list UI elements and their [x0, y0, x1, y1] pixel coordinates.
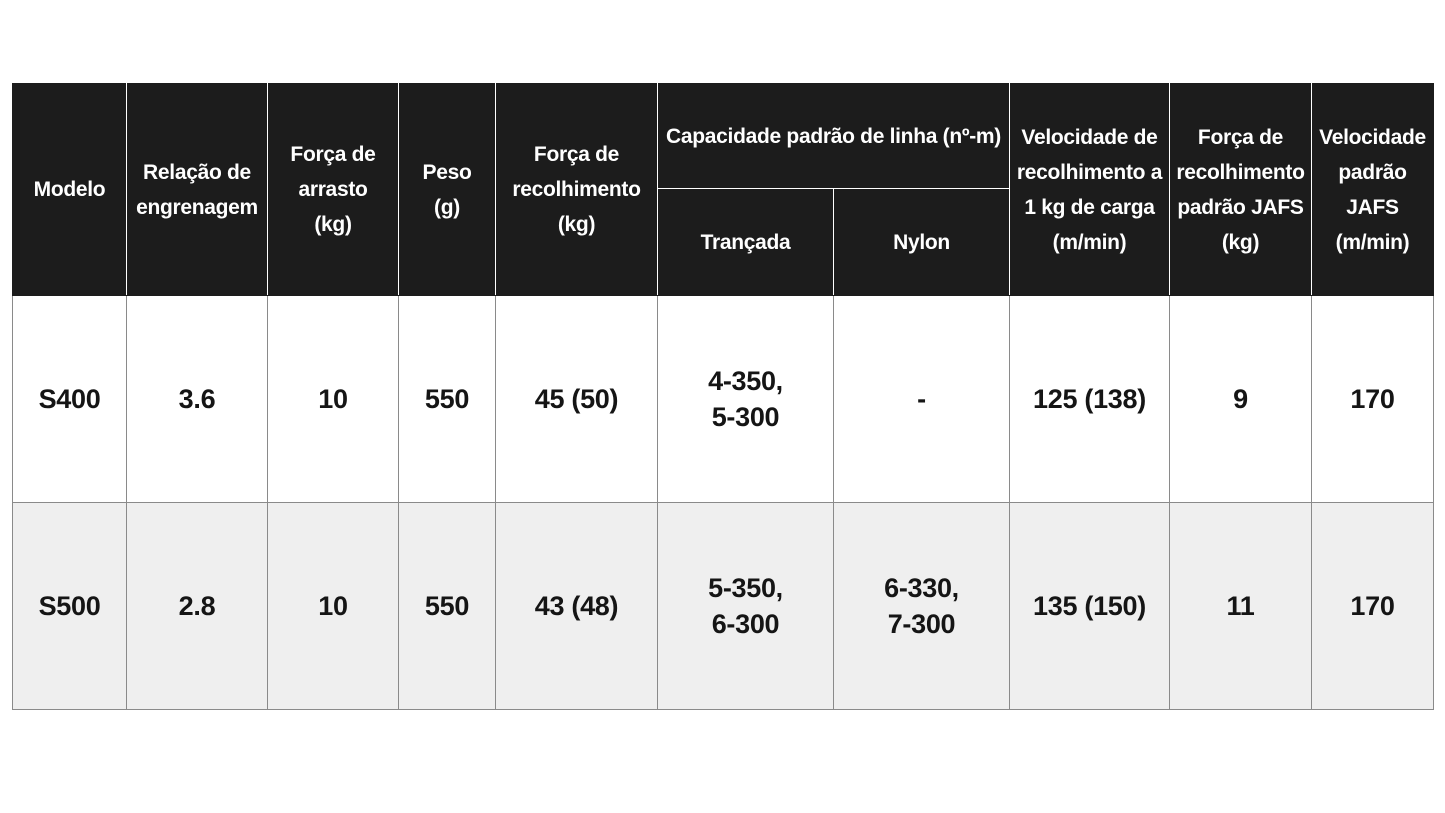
table-row	[13, 503, 1434, 710]
cell-line-braided: 5-350, 6-300	[658, 503, 834, 710]
cell-drag-force: 10	[268, 503, 399, 710]
cell-line-nylon: 6-330, 7-300	[834, 503, 1010, 710]
table-body	[13, 296, 1434, 710]
header-retrieve-speed: Velocidade de recolhimento a 1 kg de carga (m/min)	[1010, 84, 1170, 296]
spec-table	[12, 83, 1434, 710]
header-weight: Peso (g)	[399, 84, 496, 296]
header-drag-force: Força de arrasto (kg)	[268, 84, 399, 296]
header-gear-ratio: Relação de engrenagem	[127, 84, 268, 296]
header-line-capacity: Capacidade padrão de linha (nº-m)	[658, 84, 1010, 189]
cell-retrieve-force: 45 (50)	[496, 296, 658, 503]
cell-line-braided: 4-350, 5-300	[658, 296, 834, 503]
cell-weight: 550	[399, 296, 496, 503]
header-retrieve-force: Força de recolhimento (kg)	[496, 84, 658, 296]
cell-retrieve-speed: 135 (150)	[1010, 503, 1170, 710]
cell-jafs-speed: 170	[1312, 503, 1434, 710]
cell-weight: 550	[399, 503, 496, 710]
cell-line-nylon: -	[834, 296, 1010, 503]
header-row-main	[13, 84, 1434, 189]
table-header	[13, 84, 1434, 296]
header-line-braided: Trançada	[658, 189, 834, 296]
table-row	[13, 296, 1434, 503]
cell-model: S500	[13, 503, 127, 710]
cell-jafs-force: 9	[1170, 296, 1312, 503]
cell-model: S400	[13, 296, 127, 503]
cell-jafs-speed: 170	[1312, 296, 1434, 503]
header-model: Modelo	[13, 84, 127, 296]
cell-gear-ratio: 3.6	[127, 296, 268, 503]
header-jafs-force: Força de recolhimento padrão JAFS (kg)	[1170, 84, 1312, 296]
cell-gear-ratio: 2.8	[127, 503, 268, 710]
cell-retrieve-speed: 125 (138)	[1010, 296, 1170, 503]
header-jafs-speed: Velocidade padrão JAFS (m/min)	[1312, 84, 1434, 296]
header-line-nylon: Nylon	[834, 189, 1010, 296]
cell-retrieve-force: 43 (48)	[496, 503, 658, 710]
cell-jafs-force: 11	[1170, 503, 1312, 710]
cell-drag-force: 10	[268, 296, 399, 503]
